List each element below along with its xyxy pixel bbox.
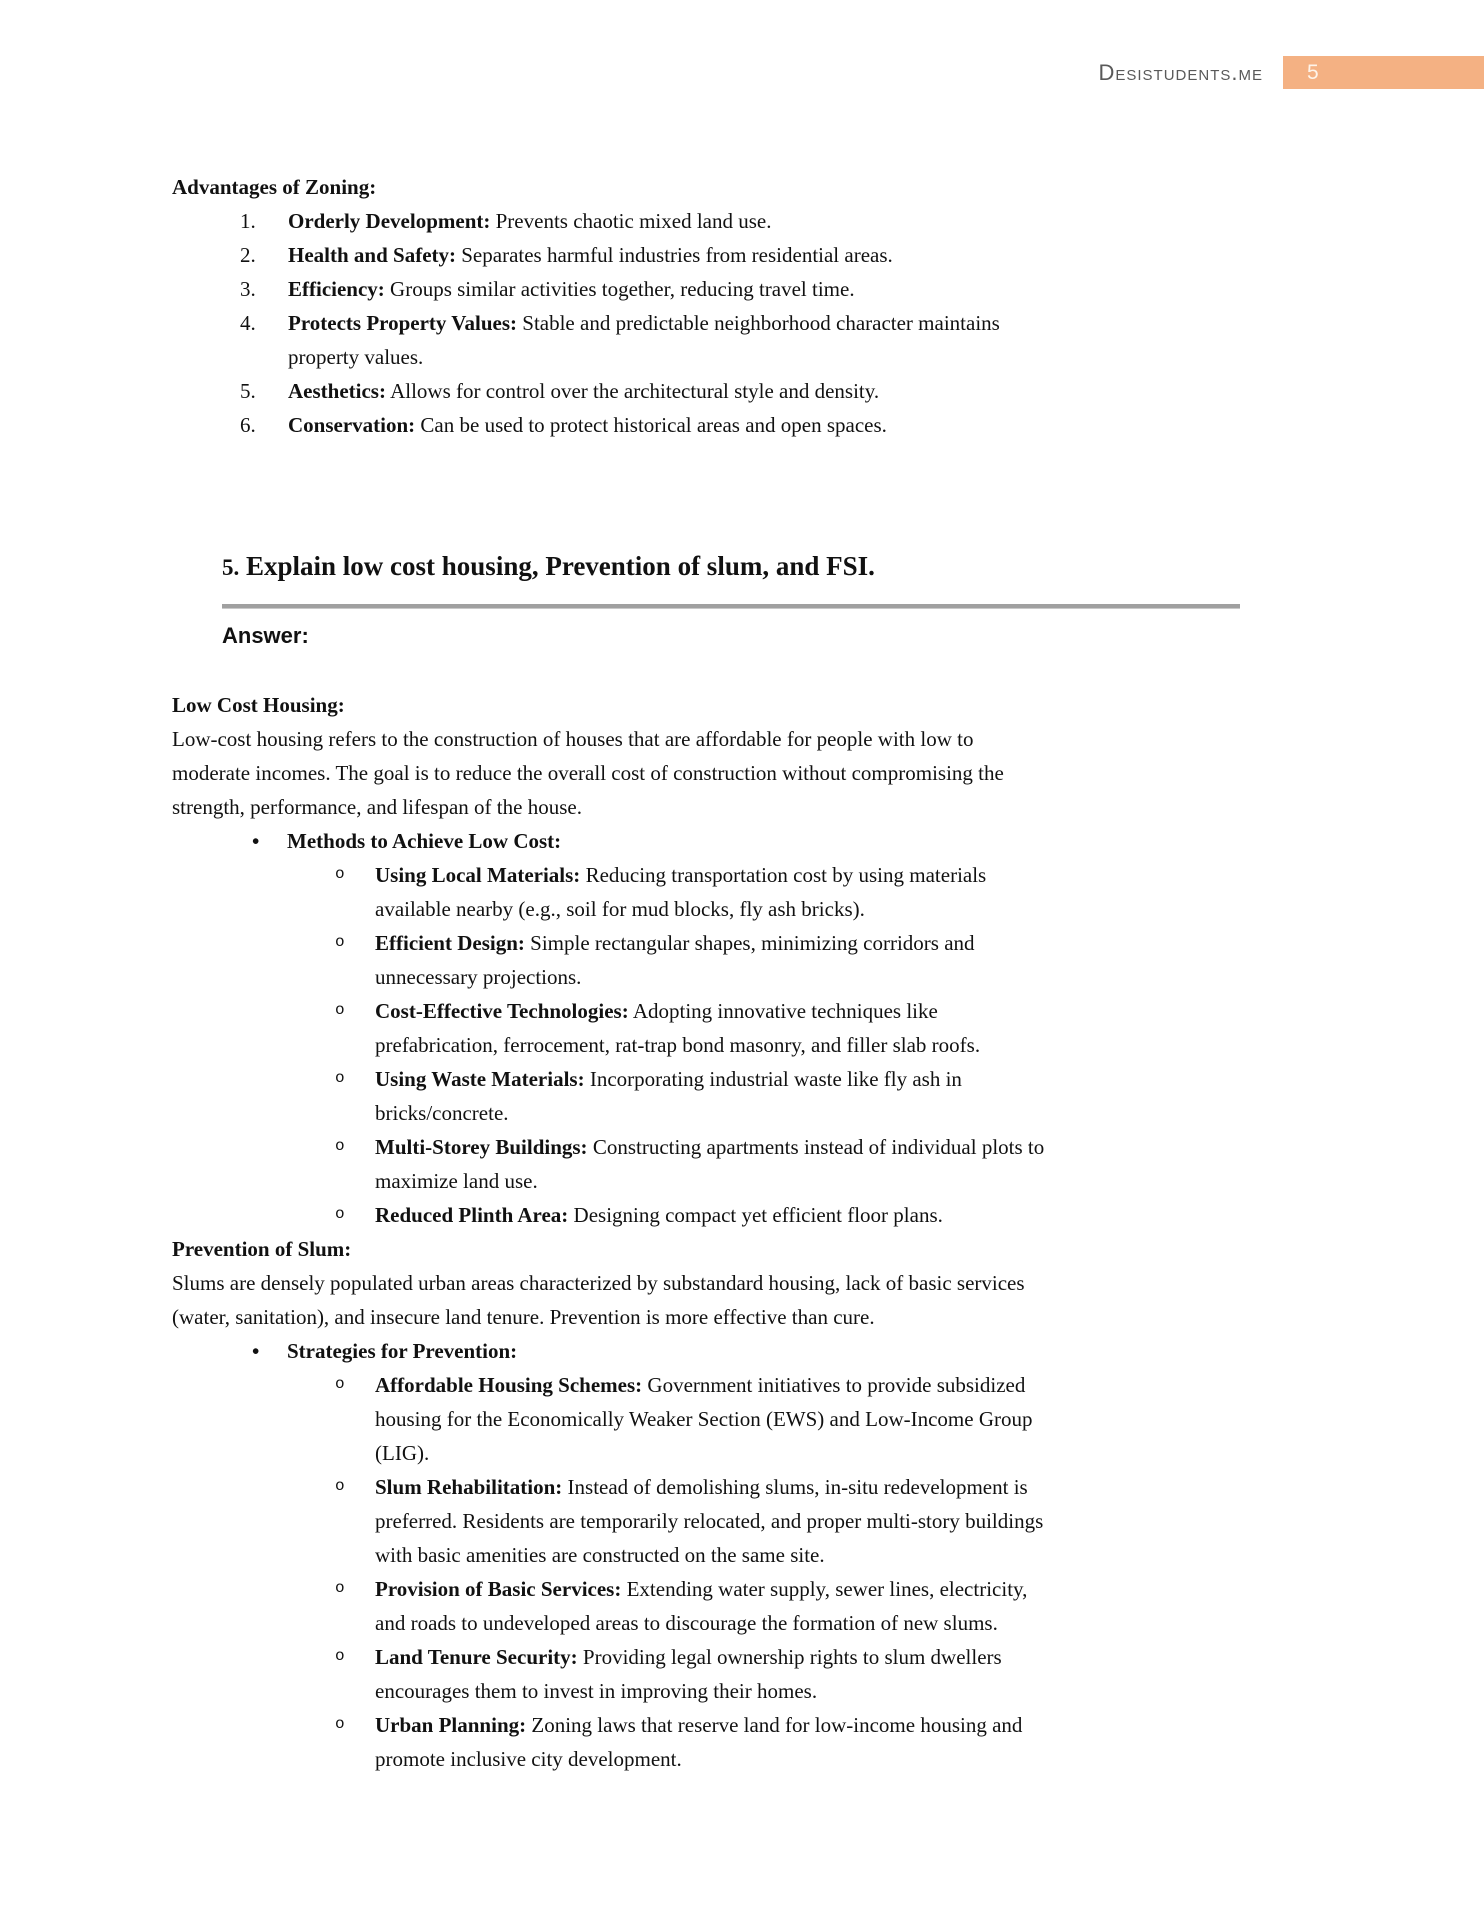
low-cost-housing-heading: Low Cost Housing:	[172, 693, 345, 717]
item-label: Protects Property Values:	[288, 311, 518, 335]
item-text: Groups similar activities together, reducing travel time.	[390, 277, 855, 301]
list-item	[172, 1368, 1052, 1470]
prevention-of-slum-intro: Slums are densely populated urban areas characterized by substandard housing, lack of basic services (water, sanitation), and insecure land tenure. Prevention is more effective than cure.	[172, 1271, 1025, 1329]
item-text: Stable and predictable neighborhood character maintains property values.	[288, 311, 1000, 369]
list-item	[172, 1198, 1052, 1232]
list-number: 2.	[240, 243, 256, 267]
list-item	[240, 204, 1052, 238]
list-item	[172, 1572, 1052, 1640]
item-label: Using Local Materials:	[375, 863, 581, 887]
answer-label: Answer:	[222, 623, 309, 648]
item-label: Using Waste Materials:	[375, 1067, 585, 1091]
item-label: Urban Planning:	[375, 1713, 527, 1737]
item-label: Cost-Effective Technologies:	[375, 999, 629, 1023]
list-item	[240, 238, 1052, 272]
list-item	[172, 1130, 1052, 1198]
item-label: Conservation:	[288, 413, 416, 437]
item-label: Slum Rehabilitation:	[375, 1475, 563, 1499]
item-text: Providing legal ownership rights to slum dwellers encourages them to invest in improving their homes.	[375, 1645, 1002, 1703]
low-cost-housing-section	[172, 688, 1052, 1232]
item-text: Constructing apartments instead of individual plots to maximize land use.	[375, 1135, 1045, 1193]
item-text: Government initiatives to provide subsidized housing for the Economically Weaker Section (EWS) and Low-Income Group (LIG).	[375, 1373, 1033, 1465]
zoning-section	[172, 170, 1052, 442]
item-text: Reducing transportation cost by using materials available nearby (e.g., soil for mud blocks, fly ash bricks).	[375, 863, 987, 921]
list-item	[172, 926, 1052, 994]
item-label: Efficient Design:	[375, 931, 525, 955]
list-number: 6.	[240, 413, 256, 437]
item-text: Prevents chaotic mixed land use.	[495, 209, 772, 233]
item-label: Efficiency:	[288, 277, 385, 301]
page-number: 5	[1307, 60, 1319, 84]
list-item	[172, 1640, 1052, 1708]
list-item	[172, 1470, 1052, 1572]
list-item	[172, 1708, 1052, 1776]
list-number: 1.	[240, 209, 256, 233]
item-label: Aesthetics:	[288, 379, 386, 403]
list-item	[240, 306, 1052, 374]
item-text: Instead of demolishing slums, in-situ redevelopment is preferred. Residents are temporarily relocated, and proper multi-story buildings with basic amenities are constructed on the same site.	[375, 1475, 1044, 1567]
list-item	[240, 272, 1052, 306]
prevention-of-slum-section	[172, 1232, 1052, 1776]
item-text: Can be used to protect historical areas and open spaces.	[420, 413, 887, 437]
heading-divider	[222, 604, 1240, 609]
item-label: Provision of Basic Services:	[375, 1577, 622, 1601]
prevention-of-slum-heading: Prevention of Slum:	[172, 1237, 352, 1261]
item-label: Health and Safety:	[288, 243, 456, 267]
list-item	[172, 858, 1052, 926]
item-text: Simple rectangular shapes, minimizing corridors and unnecessary projections.	[375, 931, 975, 989]
document-content	[172, 170, 1252, 1776]
list-item	[240, 408, 1052, 442]
list-item	[172, 1062, 1052, 1130]
list-number: 5.	[240, 379, 256, 403]
page-header	[0, 56, 1484, 89]
item-text: Extending water supply, sewer lines, electricity, and roads to undeveloped areas to discourage the formation of new slums.	[375, 1577, 1028, 1635]
item-label: Affordable Housing Schemes:	[375, 1373, 643, 1397]
list-item	[172, 994, 1052, 1062]
low-cost-housing-intro: Low-cost housing refers to the construction of houses that are affordable for people with low to moderate incomes. The goal is to reduce the overall cost of construction without compromising the strength, performance, and lifespan of the house.	[172, 727, 1004, 819]
list-number: 4.	[240, 311, 256, 335]
item-text: Incorporating industrial waste like fly ash in bricks/concrete.	[375, 1067, 962, 1125]
site-name: Desistudents.me	[1098, 59, 1263, 85]
question-heading	[222, 546, 1252, 588]
item-label: Reduced Plinth Area:	[375, 1203, 569, 1227]
list-item	[240, 374, 1052, 408]
bullet-heading: • Strategies for Prevention:	[172, 1334, 1052, 1368]
item-label: Orderly Development:	[288, 209, 491, 233]
question-number: 5.	[222, 555, 240, 580]
question-text: Explain low cost housing, Prevention of slum, and FSI.	[246, 551, 875, 581]
item-label: Land Tenure Security:	[375, 1645, 578, 1669]
zoning-list	[172, 204, 1052, 442]
item-label: Multi-Storey Buildings:	[375, 1135, 588, 1159]
zoning-heading: Advantages of Zoning:	[172, 175, 377, 199]
item-text: Zoning laws that reserve land for low-income housing and promote inclusive city development.	[375, 1713, 1023, 1771]
item-text: Separates harmful industries from residential areas.	[461, 243, 893, 267]
item-text: Adopting innovative techniques like prefabrication, ferrocement, rat-trap bond masonry, and filler slab roofs.	[375, 999, 981, 1057]
bullet-heading: • Methods to Achieve Low Cost:	[172, 824, 1052, 858]
item-text: Designing compact yet efficient floor plans.	[573, 1203, 943, 1227]
list-number: 3.	[240, 277, 256, 301]
item-text: Allows for control over the architectural style and density.	[390, 379, 880, 403]
page-number-box	[1283, 56, 1484, 89]
